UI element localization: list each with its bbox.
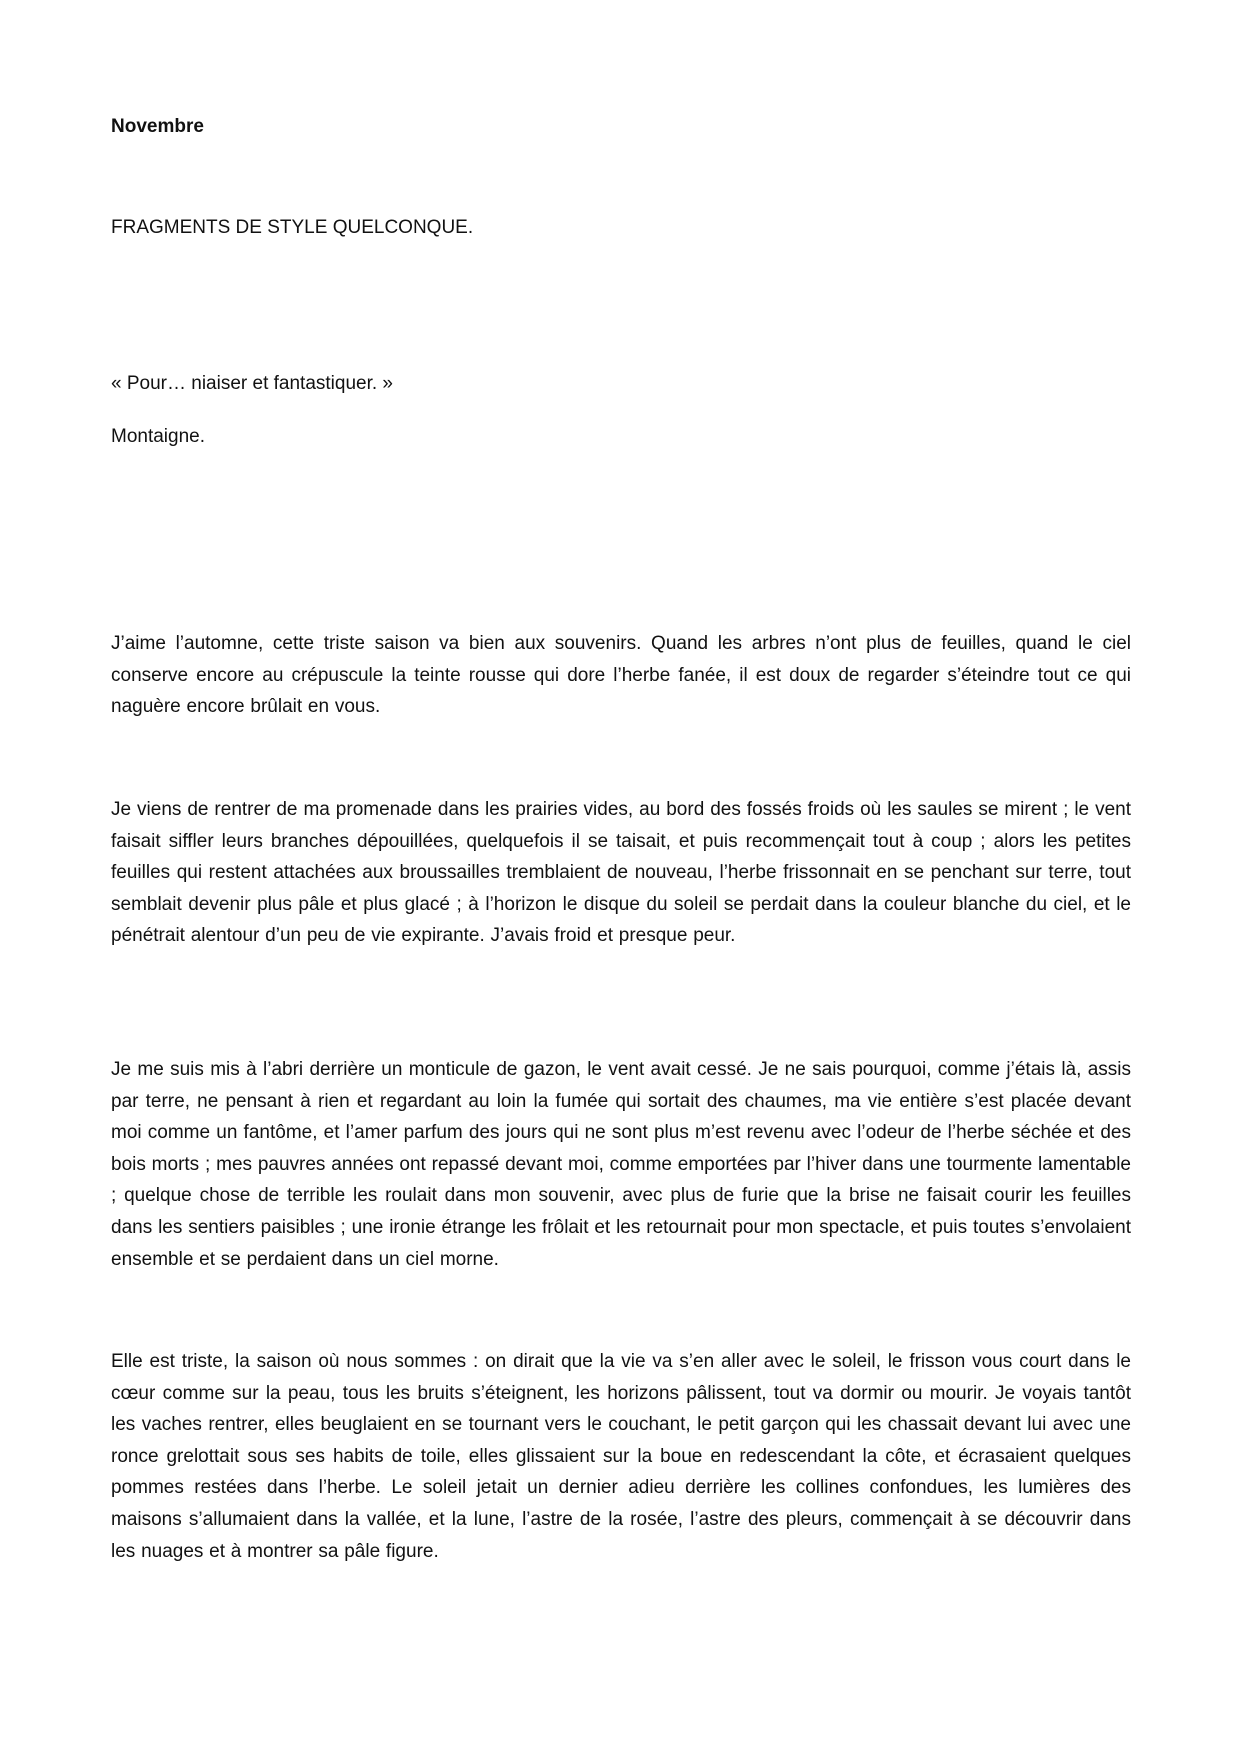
paragraph: Je viens de rentrer de ma promenade dans les prairies vides, au bord des fossés froids où les saules se mirent ; le vent faisait siffler leurs branches dépouillées, quelquefois il se taisait, et puis recommençait tout à coup ; alors les petites feuilles qui restent attachées aux broussailles tremblaient de nouveau, l’herbe frissonnait en se penchant sur terre, tout semblait devenir plus pâle et plus glacé ; à l’horizon le disque du soleil se perdait dans la couleur blanche du ciel, et le pénétrait alentour d’un peu de vie expirante. J’avais froid et presque peur.	[111, 799, 1131, 947]
paragraph: J’aime l’automne, cette triste saison va bien aux souvenirs. Quand les arbres n’ont plus de feuilles, quand le ciel conserve encore au crépuscule la teinte rousse qui dore l’herbe fanée, il est doux de regarder s’éteindre tout ce qui naguère encore brûlait en vous.	[111, 633, 1131, 718]
document-subtitle: FRAGMENTS DE STYLE QUELCONQUE.	[111, 217, 474, 238]
paragraph: Elle est triste, la saison où nous sommes : on dirait que la vie va s’en aller avec le soleil, le frisson vous court dans le cœur comme sur la peau, tous les bruits s’éteignent, les horizons pâlissent, tout va dormir ou mourir. Je voyais tantôt les vaches rentrer, elles beuglaient en se tournant vers le couchant, le petit garçon qui les chassait devant lui avec une ronce grelottait sous ses habits de toile, elles glissaient sur la boue en redescendant la côte, et écrasaient quelques pommes restées dans l’herbe. Le soleil jetait un dernier adieu derrière les collines confondues, les lumières des maisons s’allumaient dans la vallée, et la lune, l’astre de la rosée, l’astre des pleurs, commençait à se découvrir dans les nuages et à montrer sa pâle figure.	[111, 1351, 1131, 1562]
paragraph: Je me suis mis à l’abri derrière un monticule de gazon, le vent avait cessé. Je ne sais pourquoi, comme j’étais là, assis par terre, ne pensant à rien et regardant au loin la fumée qui sortait des chaumes, ma vie entière s’est placée devant moi comme un fantôme, et l’amer parfum des jours qui ne sont plus m’est revenu avec l’odeur de l’herbe séchée et des bois morts ; mes pauvres années ont repassé devant moi, comme emportées par l’hiver dans une tourmente lamentable ; quelque chose de terrible les roulait dans mon souvenir, avec plus de furie que la brise ne faisait courir les feuilles dans les sentiers paisibles ; une ironie étrange les frôlait et les retournait pour mon spectacle, et puis toutes s’envolaient ensemble et se perdaient dans un ciel morne.	[111, 1059, 1131, 1270]
epigraph-author: Montaigne.	[111, 426, 206, 447]
epigraph-quote: « Pour… niaiser et fantastiquer. »	[111, 373, 393, 394]
document-title: Novembre	[111, 116, 204, 137]
